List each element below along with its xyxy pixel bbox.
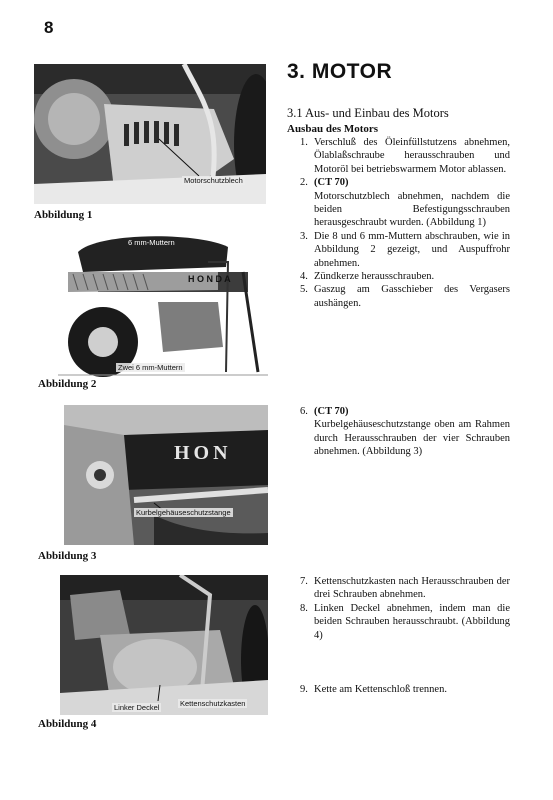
step-number: 4.: [300, 271, 308, 283]
step-3: [300, 230, 510, 270]
figure-2-label-6mm-muttern: 6 mm-Muttern: [128, 238, 175, 247]
figure-3-label-kurbelgehaeuseschutzstange: Kurbelgehäuseschutzstange: [136, 508, 231, 517]
steps-list-2: [300, 405, 510, 459]
step-9: [300, 683, 510, 696]
step-8: [300, 602, 510, 642]
step-7: [300, 575, 510, 602]
step-text: Verschluß des Öleinfüllstutzens abnehmen, Ölablaßschraube herausschrauben und Motoröl bei betriebswarmem Motor ablassen.: [314, 137, 510, 175]
step-number: 5.: [300, 284, 308, 296]
step-1: [300, 136, 510, 176]
figure-2-caption: Abbildung 2: [38, 378, 97, 390]
step-6: [300, 405, 510, 459]
step-text: Kette am Kettenschloß trennen.: [314, 684, 447, 695]
figure-4-photo: [60, 575, 268, 715]
figure-2-photo: [58, 232, 268, 377]
step-text: Kurbelgehäuseschutzstange oben am Rahmen durch Herausschrauben der vier Schrauben abnehmen. (Abbildung 3): [314, 419, 510, 458]
step-text: Kettenschutzkasten nach Herausschrauben der drei Schrauben abnehmen.: [314, 576, 510, 601]
step-4: [300, 270, 510, 283]
figure-4-caption: Abbildung 4: [38, 718, 97, 730]
figure-3-photo: [64, 405, 268, 545]
step-text: Gaszug am Gasschieber des Vergasers aushängen.: [314, 284, 510, 309]
figure-1-label-motorschutzblech: Motorschutzblech: [184, 176, 243, 185]
step-text: Zündkerze herausschrauben.: [314, 271, 435, 283]
step-number: 7.: [300, 576, 308, 587]
subheading: Ausbau des Motors: [287, 123, 379, 135]
step-text: Motorschutzblech abnehmen, nachdem die beiden Befestigungsschrauben herausgeschraubt wurden. (Abbildung 1): [314, 190, 510, 229]
step-number: 8.: [300, 602, 308, 614]
figure-3-label-hon: HON: [174, 442, 232, 464]
step-number: 6.: [300, 406, 308, 417]
page-number: 8: [44, 18, 54, 37]
chapter-title: 3. MOTOR: [287, 60, 393, 83]
steps-list-3: [300, 575, 510, 642]
step-text: Linken Deckel abnehmen, indem man die beiden Schrauben herausschraubt. (Abbildung 4): [314, 602, 510, 641]
step-number: 3.: [300, 230, 308, 242]
step-number: 9.: [300, 684, 308, 695]
section-heading: [287, 106, 449, 121]
steps-list-1: [300, 136, 510, 310]
figure-4-label-linker-deckel: Linker Deckel: [114, 703, 160, 712]
step-2: [300, 176, 510, 230]
figure-2-label-honda: H O N D A: [188, 274, 231, 284]
figure-1-photo: [34, 64, 266, 204]
step-text: Die 8 und 6 mm-Muttern abschrauben, wie in Abbildung 2 gezeigt, und Auspuffrohr abnehmen.: [314, 230, 510, 269]
step-model-tag: (CT 70): [314, 406, 349, 417]
section-number: 3.1: [287, 106, 303, 120]
step-model-tag: (CT 70): [314, 177, 349, 189]
figure-2-label-zwei-6mm-muttern: Zwei 6 mm-Muttern: [118, 363, 183, 372]
step-number: 1.: [300, 137, 308, 148]
steps-list-4: [300, 683, 510, 696]
figure-1-caption: Abbildung 1: [34, 209, 93, 221]
section-title: Aus- und Einbau des Motors: [305, 106, 449, 120]
step-number: 2.: [300, 177, 308, 189]
step-5: [300, 283, 510, 310]
figure-3-caption: Abbildung 3: [38, 550, 97, 562]
figure-4-label-kettenschutzkasten: Kettenschutzkasten: [180, 699, 246, 708]
